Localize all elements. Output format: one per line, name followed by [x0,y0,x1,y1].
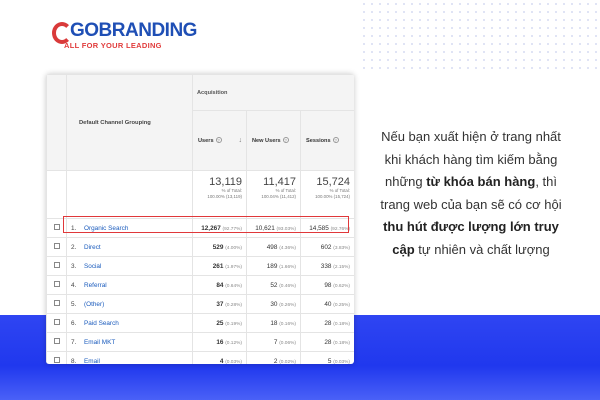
row-checkbox-cell[interactable] [47,276,67,295]
users-cell: 16 (0.12%) [193,333,247,352]
channel-cell: 1. Organic Search [67,219,193,238]
table-row [47,333,355,352]
help-icon[interactable]: ? [217,138,220,143]
sessions-cell: 28 (0.18%) [301,333,355,352]
channel-cell: 8. Email [67,352,193,365]
new-users-cell: 52 (0.46%) [247,276,301,295]
table-row [47,238,355,257]
users-cell: 261 (1.97%) [193,257,247,276]
table-row [47,352,355,365]
new-users-cell: 498 (4.36%) [247,238,301,257]
sessions-cell: 14,585 (92.76%) [301,219,355,238]
keyword-emphasis: từ khóa bán hàng [426,174,536,189]
sessions-cell: 40 (0.25%) [301,295,355,314]
sessions-cell: 28 (0.18%) [301,314,355,333]
row-checkbox-cell[interactable] [47,314,67,333]
new-users-cell: 18 (0.16%) [247,314,301,333]
channel-link[interactable]: Email [84,357,100,364]
logo-wordmark: GOBRANDING [70,20,197,41]
traffic-emphasis: thu hút được lượng lớn truy cập [383,219,559,257]
table-row [47,276,355,295]
row-checkbox-cell[interactable] [47,333,67,352]
new-users-cell: 10,621 (93.03%) [247,219,301,238]
channel-link[interactable]: Organic Search [84,224,129,232]
sort-desc-icon: ↓ [238,137,242,144]
row-checkbox-cell[interactable] [47,219,67,238]
description-text: Nếu bạn xuất hiện ở trang nhất khi khách hàng tìm kiếm bằng những từ khóa bán hàng, thì trang web của bạn sẽ có cơ hội thu hút được lượng lớn truy cập tự nhiên và chất lượng [380,129,562,257]
channel-cell: 2. Direct [67,238,193,257]
users-cell: 4 (0.03%) [193,352,247,365]
new-users-cell: 7 (0.06%) [247,333,301,352]
table-row [47,219,355,238]
sessions-cell: 5 (0.03%) [301,352,355,365]
row-checkbox[interactable] [54,338,60,344]
sessions-cell: 338 (2.15%) [301,257,355,276]
users-header[interactable] [193,111,247,171]
new-users-cell: 2 (0.02%) [247,352,301,365]
channel-link[interactable]: Email MKT [84,338,116,346]
logo-tagline: ALL FOR YOUR LEADING [64,41,162,50]
row-checkbox[interactable] [54,281,60,287]
help-icon[interactable]: ? [284,138,287,143]
sessions-cell: 602 (3.83%) [301,238,355,257]
users-cell: 25 (0.19%) [193,314,247,333]
sessions-total: 15,724 % of Total: 100.00% (15,724) [301,171,355,219]
sessions-header-label: Sessions [306,138,331,144]
acquisition-header: Acquisition [193,75,355,111]
users-header-label: Users [198,138,214,144]
channel-cell: 3. Social [67,257,193,276]
users-cell: 37 (0.28%) [193,295,247,314]
row-checkbox-cell[interactable] [47,257,67,276]
dimension-header[interactable]: Default Channel Grouping [67,75,193,171]
select-all-cell [47,75,67,171]
channel-cell: 7. Email MKT [67,333,193,352]
analytics-table-card [46,74,354,364]
users-total: 13,119 % of Total: 100.00% (13,119) [193,171,247,219]
row-checkbox[interactable] [54,357,60,363]
sessions-cell: 98 (0.62%) [301,276,355,295]
users-cell: 529 (4.00%) [193,238,247,257]
table-row [47,314,355,333]
channel-link[interactable]: Social [84,262,102,270]
row-checkbox[interactable] [54,300,60,306]
channel-cell: 6. Paid Search [67,314,193,333]
row-checkbox-cell[interactable] [47,295,67,314]
table-row [47,257,355,276]
row-checkbox[interactable] [54,243,60,249]
users-cell: 12,267 (92.77%) [193,219,247,238]
new-users-header[interactable] [247,111,301,171]
new-users-cell: 189 (1.66%) [247,257,301,276]
table-row [47,295,355,314]
row-checkbox-cell[interactable] [47,238,67,257]
new-users-cell: 30 (0.26%) [247,295,301,314]
help-icon[interactable]: ? [334,138,337,143]
totals-row [47,171,355,219]
channel-table [46,74,354,364]
channel-link[interactable]: Paid Search [84,319,119,327]
channel-cell: 5. (Other) [67,295,193,314]
row-checkbox[interactable] [54,224,60,230]
row-checkbox[interactable] [54,319,60,325]
channel-link[interactable]: (Other) [84,300,105,308]
channel-link[interactable]: Direct [84,243,101,251]
new-users-header-label: New Users [252,138,281,144]
dot-pattern [360,0,600,70]
users-cell: 84 (0.64%) [193,276,247,295]
sessions-header[interactable] [301,111,355,171]
row-checkbox[interactable] [54,262,60,268]
row-checkbox-cell[interactable] [47,352,67,365]
new-users-total: 11,417 % of Total: 100.04% (11,412) [247,171,301,219]
channel-link[interactable]: Referral [84,281,107,289]
brand-logo [52,20,197,52]
channel-cell: 4. Referral [67,276,193,295]
